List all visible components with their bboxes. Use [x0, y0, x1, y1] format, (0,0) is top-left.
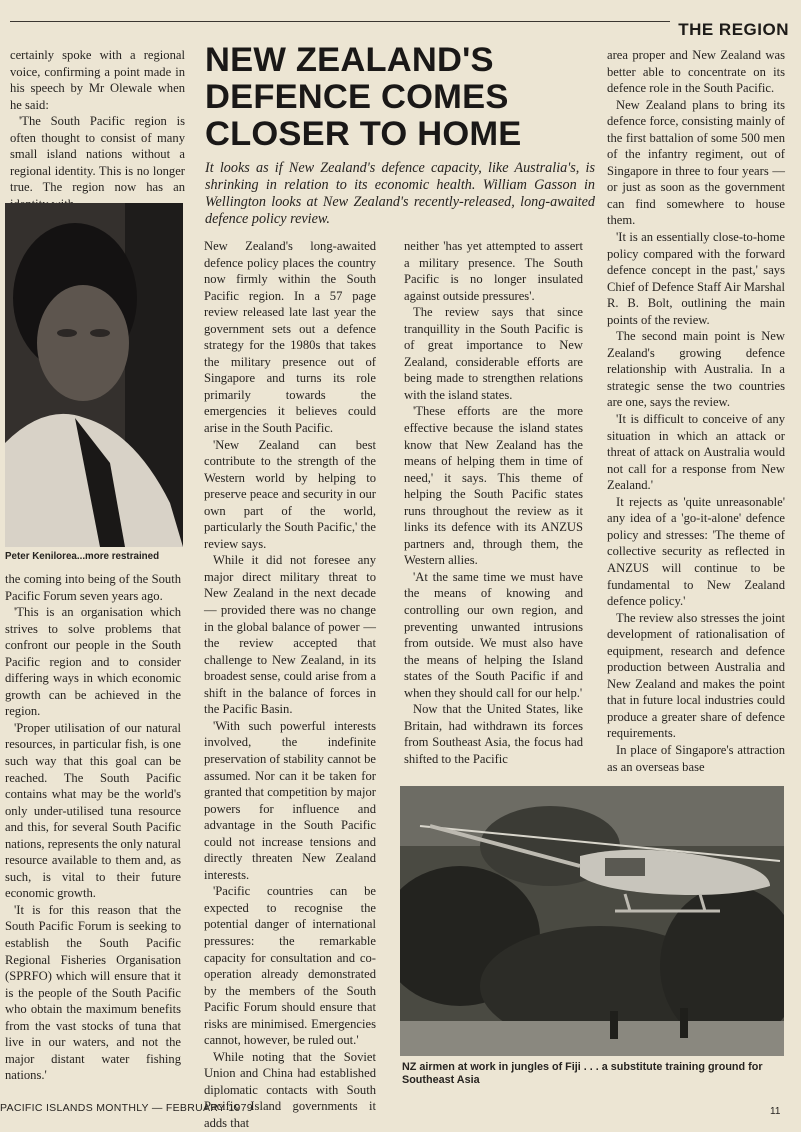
paragraph: area proper and New Zealand was better able to concentrate on its defence role in the South Pacific. [607, 48, 785, 96]
paragraph: 'The South Pacific region is often thought to consist of many small island nations without a regional identity. This is no longer true. The region now has an [10, 114, 185, 195]
paragraph: The second main point is New Zealand's growing defence relationship with Australia. In a strategic sense the two countries are one, says the review. [607, 329, 785, 410]
paragraph: the coming into being of the South Pacific Forum seven years ago. [5, 572, 181, 603]
paragraph: 'This is an organisation which strives to solve problems that confront our people in the South Pacific region and to consider differing ways in which economic growth can be achieved in the region. [5, 605, 181, 719]
page-number: 11 [770, 1106, 781, 1117]
sidebar-column-bottom [5, 571, 181, 1084]
paragraph: 'At the same time we must have the means of knowing and controlling our own region, and preventing unwanted intrusions from outside. We must also have the means of helping the Island states of the South Pacific if and when they should call for our help.' [404, 569, 583, 700]
body-column-2 [404, 238, 583, 768]
page-footer: PACIFIC ISLANDS MONTHLY — FEBRUARY 1979 [0, 1102, 253, 1114]
paragraph: New Zealand plans to bring its defence force, consisting mainly of the first battalion of some 500 men of the infantry regiment, out of Singapore in three to four years — or just as soon as the government can find somewhere to house them. [607, 97, 785, 228]
paragraph: 'New Zealand can best contribute to the strength of the Western world by helping to preserve peace and security in our own part of the world, particularly the South Pacific,' the review says. [204, 437, 376, 551]
paragraph: 'It is an essentially close-to-home policy compared with the forward defence concept in the past,' says Chief of Defence Staff Air Marshal R. B. Bolt, outlining the main points of the review. [607, 230, 785, 327]
standfirst: It looks as if New Zealand's defence capacity, like Australia's, is shrinking in relation to its economic health. William Gasson in Wellington looks at New Zealand's recently-released, long-awaited defence policy review. [205, 160, 595, 227]
paragraph: The review also stresses the joint development of rationalisation of equipment, research and defence production between Australia and New Zealand and makes the point that in future local industries could produce a greater share of defence requirements. [607, 610, 785, 741]
sidebar-column-top [10, 47, 185, 212]
paragraph: 'Pacific countries can be expected to recognise the potential danger of international pressures: the remarkable capacity for consultation and co-operation already demonstrated by the members of the South Pacific Forum should ensure that risks are minimised. Emergencies cannot, however, be ruled out.' [204, 884, 376, 1048]
paragraph: The review says that since tranquillity in the South Pacific is of great importance to New Zealand, considerable efforts are being made to strengthen relations with the island states. [404, 305, 583, 402]
paragraph: 'Proper utilisation of our natural resources, in particular fish, is one such way that this goal can be reached. The South Pacific contains what may be the world's only under-utilised tuna resource and this, for several South Pacific nations, represents the only natural resource available to them and, as such, is vital to their future economic growth. [5, 720, 181, 901]
paragraph: 'With such powerful interests involved, the indefinite preservation of stability cannot be assumed. Nor can it be taken for granted that competition by major powers for influence and advantage in the South Pacific could not increase tensions and directly threaten New Zealand interests. [204, 718, 376, 882]
photo2-caption: NZ airmen at work in jungles of Fiji . . . a substitute training ground for Southeast Asia [402, 1061, 763, 1086]
paragraph: New Zealand's long-awaited defence policy places the country now firmly within the South Pacific region. In a 57 page review released late last year the government sets out a defence strategy for the 1980s that takes the military presence out of Singapore and turns its role primarily towards the emergencies it believes could arise in the South Pacific. [204, 239, 376, 436]
paragraph: 'These efforts are the more effective because the island states know that New Zealand has the means of helping them in time of need,' it says. This theme of helping the South Pacific states runs throughout the review as it links its defence with its ANZUS partners and, through them, the Western allies. [404, 404, 583, 568]
body-column-3 [607, 47, 785, 775]
photo1-caption: Peter Kenilorea...more restrained [5, 551, 160, 562]
header-rule [10, 21, 670, 22]
paragraph: While it did not foresee any major direct military threat to New Zealand in the next decade — provided there was no change in the global balance of power — the review accepted that challenge to New Zealand, in its broadest sense, could arise from a shift in the balance of forces in the Pacific Basin. [204, 553, 376, 717]
paragraph: In place of Singapore's attraction as an overseas base [607, 742, 785, 774]
section-label: THE REGION [678, 20, 789, 39]
paragraph: 'It is for this reason that the South Pacific Forum is seeking to establish the South Pacific Regional Fisheries Organisation (SPRFO) which will ensure that it is the people of the South Pacific who obtain the maximum benefits from the vast stocks of tuna that live in our waters, and not the major distant water fishing nations.' [5, 902, 181, 1083]
paragraph: certainly spoke with a regional voice, confirming a point made in his speech by Mr Olewale when he said: [10, 48, 185, 112]
paragraph: Now that the United States, like Britain, had withdrawn its forces from Southeast Asia, the focus had shifted to the Pacific [404, 702, 583, 766]
paragraph: 'It is difficult to conceive of any situation in which an attack or threat of attack on Australia would not call for a response from New Zealand.' [607, 412, 785, 493]
helicopter-jungle-photo [400, 786, 784, 1056]
body-column-1 [204, 238, 376, 1132]
paragraph: While noting that the Soviet Union and China had established diplomatic contacts with South Pacific Island governments it adds that [204, 1049, 376, 1130]
paragraph: It rejects as 'quite unreasonable' any idea of a 'go-it-alone' defence policy and stresses: 'The theme of collective security as reflected in ANZUS will continue to be fundamental to New Zealand defence policy.' [607, 494, 785, 609]
paragraph: neither 'has yet attempted to assert a military presence. The South Pacific is no longer insulated against outside pressures'. [404, 239, 583, 303]
portrait-photo [5, 203, 183, 547]
headline: NEW ZEALAND'S DEFENCE COMES CLOSER TO HOME [205, 41, 522, 153]
